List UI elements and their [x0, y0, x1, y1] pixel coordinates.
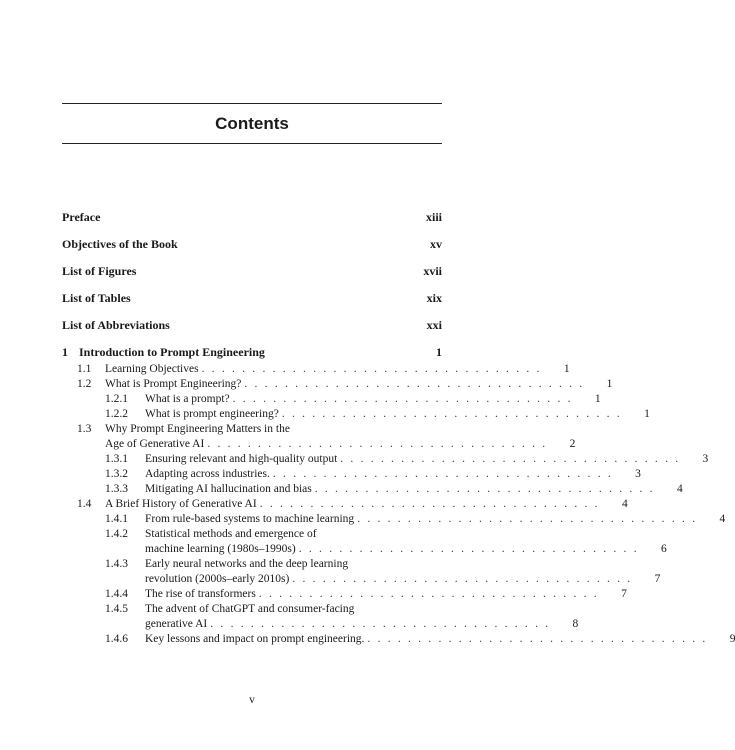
entry-page: 1	[644, 408, 650, 420]
entry-title: From rule-based systems to machine learning	[145, 513, 355, 525]
toc-front-figures	[62, 264, 442, 278]
toc-front-page: xxi	[426, 318, 442, 332]
entry-page: 2	[569, 438, 576, 450]
entry-page: 1	[563, 363, 570, 375]
toc-front-page: xiii	[425, 210, 442, 224]
entry-title: Mitigating AI hallucination and bias	[145, 483, 312, 495]
toc-front-page: xv	[430, 237, 442, 251]
page-title: Contents	[215, 114, 289, 133]
dot-leader: . . . . . . . . . . . . . . . . . . . . . . . . . . . . . . . . . .	[258, 588, 599, 600]
entry-page: 7	[621, 588, 627, 600]
dot-leader: . . . . . . . . . . . . . . . . . . . . . . . . . . . . . . . . . .	[210, 618, 551, 630]
entry-number: 1.4.6	[105, 633, 128, 645]
toc-chapter-1	[62, 345, 442, 359]
top-rule	[62, 103, 442, 104]
toc-front-label: List of Tables	[62, 291, 131, 305]
entry-page: 4	[677, 483, 683, 495]
entry-page: 4	[621, 498, 628, 510]
toc-front-label: Objectives of the Book	[62, 237, 178, 251]
dot-leader: . . . . . . . . . . . . . . . . . . . . . . . . . . . . . . . . . .	[367, 633, 708, 645]
entry-title: What is prompt engineering?	[145, 408, 279, 420]
dot-leader: . . . . . . . . . . . . . . . . . . . . . . . . . . . . . . . . . .	[357, 513, 698, 525]
toc-front-preface	[62, 210, 442, 224]
toc-front-page: xix	[426, 291, 442, 305]
toc-entry	[105, 437, 576, 451]
toc-entry	[77, 497, 628, 511]
toc-front-tables	[62, 291, 442, 305]
toc-entry	[105, 452, 709, 466]
entry-title: Learning Objectives	[105, 363, 199, 375]
entry-title: Ensuring relevant and high-quality output	[145, 453, 338, 465]
entry-title-continued: revolution (2000s–early 2010s)	[145, 573, 290, 585]
dot-leader: . . . . . . . . . . . . . . . . . . . . . . . . . . . . . . . . . .	[298, 543, 639, 555]
toc-entry	[145, 617, 579, 631]
entry-page: 8	[572, 618, 579, 630]
entry-number: 1.4.3	[105, 558, 128, 570]
dot-leader: . . . . . . . . . . . . . . . . . . . . . . . . . . . . . . . . . .	[207, 438, 548, 450]
toc-entry-first-line	[105, 557, 348, 571]
entry-title-continued: generative AI	[145, 618, 208, 630]
entry-number: 1.3.2	[105, 468, 128, 480]
entry-page: 4	[719, 513, 726, 525]
entry-number: 1.2	[77, 378, 92, 390]
chapter-page: 1	[436, 345, 442, 359]
toc-front-label: List of Abbreviations	[62, 318, 170, 332]
entry-page: 7	[654, 573, 661, 585]
toc-entry	[105, 407, 650, 421]
entry-title: The advent of ChatGPT and consumer-facing	[145, 603, 355, 615]
dot-leader: . . . . . . . . . . . . . . . . . . . . . . . . . . . . . . . . . .	[244, 378, 585, 390]
entry-number: 1.4.2	[105, 528, 128, 540]
dot-leader: . . . . . . . . . . . . . . . . . . . . . . . . . . . . . . . . . .	[201, 363, 542, 375]
dot-leader: . . . . . . . . . . . . . . . . . . . . . . . . . . . . . . . . . .	[340, 453, 681, 465]
entry-page: 1	[606, 378, 613, 390]
toc-front-page: xvii	[423, 264, 442, 278]
toc-front-objectives	[62, 237, 442, 251]
toc-entry	[105, 632, 735, 646]
entry-title: The rise of transformers	[145, 588, 256, 600]
entry-title: Early neural networks and the deep learning	[145, 558, 349, 570]
entry-title: What is a prompt?	[145, 393, 230, 405]
chapter-title: Introduction to Prompt Engineering	[79, 345, 265, 359]
entry-title: Why Prompt Engineering Matters in the	[105, 423, 290, 435]
toc-front-label: List of Figures	[62, 264, 137, 278]
toc-entry-first-line	[105, 527, 317, 541]
entry-number: 1.4.1	[105, 513, 128, 525]
toc-entry	[105, 512, 726, 526]
toc-entry	[145, 572, 661, 586]
dot-leader: . . . . . . . . . . . . . . . . . . . . . . . . . . . . . . . . . .	[292, 573, 633, 585]
entry-title: Adapting across industries.	[145, 468, 270, 480]
entry-page: 9	[729, 633, 735, 645]
entry-title: Statistical methods and emergence of	[145, 528, 317, 540]
entry-title-continued: machine learning (1980s–1990s)	[145, 543, 296, 555]
entry-number: 1.4.4	[105, 588, 128, 600]
entry-number: 1.3	[77, 423, 92, 435]
entry-title: A Brief History of Generative AI	[105, 498, 257, 510]
entry-number: 1.2.2	[105, 408, 128, 420]
toc-entry	[77, 377, 613, 391]
toc-entry	[105, 467, 641, 481]
chapter-number: 1	[62, 345, 68, 359]
entry-title: What is Prompt Engineering?	[105, 378, 242, 390]
entry-page: 3	[635, 468, 641, 480]
toc-entry	[105, 392, 601, 406]
entry-number: 1.2.1	[105, 393, 128, 405]
entry-page: 3	[702, 453, 709, 465]
toc-entry	[77, 362, 570, 376]
toc-front-abbreviations	[62, 318, 442, 332]
toc-entry	[145, 542, 667, 556]
entry-title: Key lessons and impact on prompt engineering.	[145, 633, 365, 645]
entry-number: 1.3.1	[105, 453, 128, 465]
dot-leader: . . . . . . . . . . . . . . . . . . . . . . . . . . . . . . . . . .	[281, 408, 622, 420]
dot-leader: . . . . . . . . . . . . . . . . . . . . . . . . . . . . . . . . . .	[259, 498, 600, 510]
page-number: v	[249, 694, 255, 706]
dot-leader: . . . . . . . . . . . . . . . . . . . . . . . . . . . . . . . . . .	[232, 393, 573, 405]
bottom-rule	[62, 143, 442, 144]
toc-entry	[105, 482, 683, 496]
entry-title-continued: Age of Generative AI	[105, 438, 205, 450]
entry-page: 1	[594, 393, 601, 405]
entry-page: 6	[661, 543, 667, 555]
entry-number: 1.4.5	[105, 603, 128, 615]
toc-front-label: Preface	[62, 210, 101, 224]
entry-number: 1.1	[77, 363, 92, 375]
toc-entry-first-line	[105, 602, 354, 616]
entry-number: 1.3.3	[105, 483, 128, 495]
dot-leader: . . . . . . . . . . . . . . . . . . . . . . . . . . . . . . . . . .	[272, 468, 613, 480]
toc-entry	[105, 587, 627, 601]
toc-entry-first-line	[77, 422, 290, 436]
entry-number: 1.4	[77, 498, 92, 510]
dot-leader: . . . . . . . . . . . . . . . . . . . . . . . . . . . . . . . . . .	[314, 483, 655, 495]
